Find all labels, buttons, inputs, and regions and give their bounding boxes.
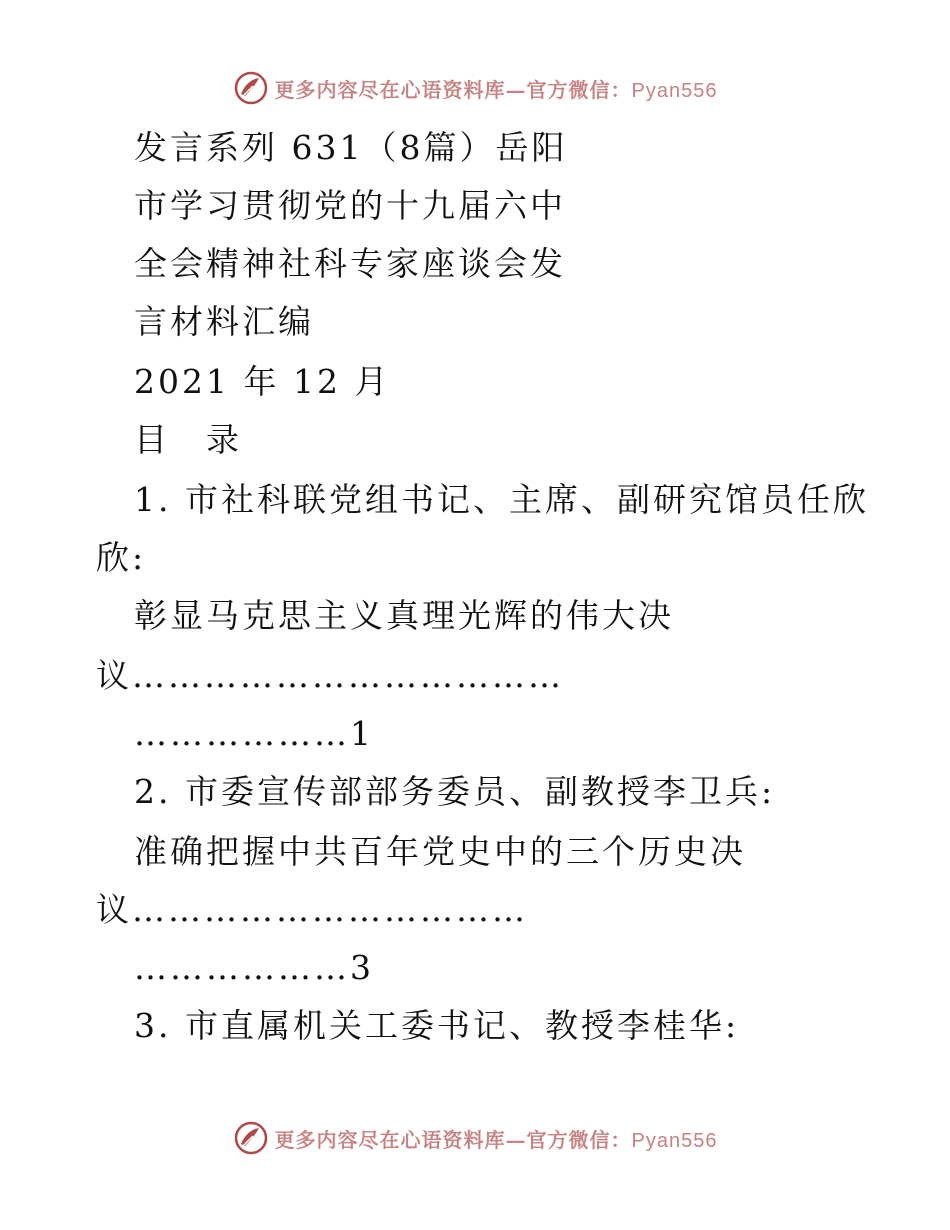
footer-watermark-banner [0, 1120, 950, 1156]
toc-entry-1-page: ………………1 [134, 714, 374, 753]
toc-entry-1-heading-cont: 欣: [96, 538, 147, 577]
doc-title-line-2: 市学习贯彻党的十九届六中 [134, 186, 566, 225]
toc-entry-2-subtitle: 准确把握中共百年党史中的三个历史决 [134, 832, 746, 871]
toc-entry-3-heading: 3. 市直属机关工委书记、教授李桂华: [134, 1006, 740, 1045]
doc-title-line-1: 发言系列 631（8篇）岳阳 [134, 128, 568, 167]
toc-entry-1-subtitle: 彰显马克思主义真理光辉的伟大决 [134, 596, 674, 635]
pen-circle-logo-icon [233, 1120, 269, 1156]
toc-entry-2-page: ………………3 [134, 948, 374, 987]
toc-heading: 目 录 [134, 420, 242, 459]
toc-entry-2-heading: 2. 市委宣传部部务委员、副教授李卫兵: [134, 772, 776, 811]
doc-title-line-4: 言材料汇编 [134, 302, 314, 341]
watermark-text [275, 1124, 718, 1153]
toc-entry-1-leader: 议……………………………… [96, 656, 564, 695]
toc-entry-1-heading: 1. 市社科联党组书记、主席、副研究馆员任欣 [134, 480, 869, 519]
watermark-wechat-id: Pyan556 [631, 79, 718, 102]
watermark-wechat-id: Pyan556 [631, 1129, 718, 1152]
watermark-label: 更多内容尽在心语资料库—官方微信： [274, 1127, 632, 1152]
toc-entry-2-leader: 议…………………………… [96, 890, 528, 929]
doc-date: 2021 年 12 月 [134, 362, 391, 401]
watermark-label: 更多内容尽在心语资料库—官方微信： [274, 77, 632, 102]
doc-title-line-3: 全会精神社科专家座谈会发 [134, 244, 566, 283]
